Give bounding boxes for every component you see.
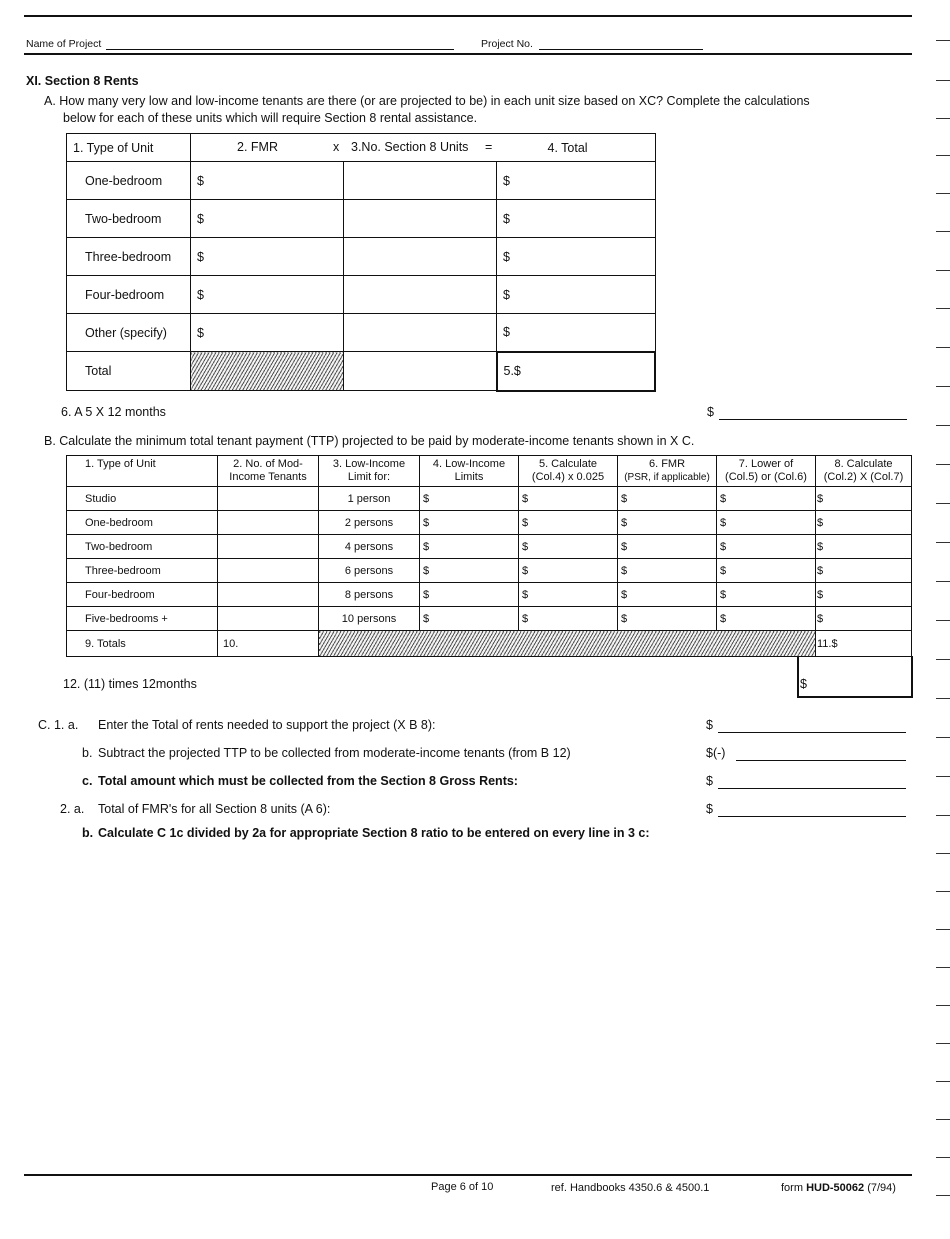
margin-tick	[936, 1043, 950, 1044]
table-a-fmr-cell[interactable]: $	[191, 276, 344, 314]
table-a-fmr-cell[interactable]: $	[191, 238, 344, 276]
table-b-col6-cell[interactable]: $	[618, 583, 717, 607]
table-b-col6-cell[interactable]: $	[618, 535, 717, 559]
table-b-col7-cell[interactable]: $	[717, 607, 816, 631]
table-b-col8-cell[interactable]: $	[816, 607, 912, 631]
margin-tick	[936, 542, 950, 543]
table-b-limit-for: 8 persons	[319, 583, 420, 607]
table-a-header-x: x	[333, 140, 340, 154]
c1b-text: Subtract the projected TTP to be collected from moderate-income tenants (from B 12)	[98, 746, 571, 760]
table-b-col4-cell[interactable]: $	[420, 535, 519, 559]
table-a-units-cell[interactable]	[344, 276, 497, 314]
table-b-col4-cell[interactable]: $	[420, 559, 519, 583]
table-b-mod-tenants-cell[interactable]	[218, 583, 319, 607]
table-row	[67, 200, 656, 238]
table-a-header-fmr: 2. FMR	[237, 140, 278, 154]
table-a-total-cell[interactable]: $	[497, 276, 656, 314]
margin-tick	[936, 659, 950, 660]
table-b-col6-cell[interactable]: $	[618, 559, 717, 583]
c2a-prefix: 2. a.	[60, 802, 85, 816]
table-a-row-label: Two-bedroom	[67, 200, 191, 238]
table-a-total-cell[interactable]: $	[497, 238, 656, 276]
table-a-header-equals: =	[485, 140, 493, 154]
c1a-text: Enter the Total of rents needed to support the project (X B 8):	[98, 718, 436, 732]
margin-tick	[936, 80, 950, 81]
table-a-row-label: Four-bedroom	[67, 276, 191, 314]
c2a-text: Total of FMR's for all Section 8 units (A 6):	[98, 802, 331, 816]
table-b-mod-tenants-cell[interactable]	[218, 559, 319, 583]
line-12-box[interactable]	[797, 656, 913, 698]
table-a-grand-total-cell[interactable]: 5.$	[497, 352, 656, 391]
line-6-label: 6. A 5 X 12 months	[61, 405, 166, 419]
c1c-text: Total amount which must be collected from the Section 8 Gross Rents:	[98, 774, 518, 788]
table-b-limit-for: 4 persons	[319, 535, 420, 559]
table-row	[67, 314, 656, 352]
margin-tick	[936, 347, 950, 348]
c1a-prefix: C. 1. a.	[38, 718, 79, 732]
table-b-mod-tenants-cell[interactable]	[218, 535, 319, 559]
table-b-header-col3: 3. Low-Income Limit for:	[319, 456, 420, 487]
margin-tick	[936, 425, 950, 426]
margin-tick	[936, 698, 950, 699]
margin-tick	[936, 1005, 950, 1006]
table-row	[67, 162, 656, 200]
line-6-field[interactable]	[719, 419, 907, 420]
table-a-total-cell[interactable]: $	[497, 162, 656, 200]
table-row	[67, 607, 912, 631]
margin-tick	[936, 155, 950, 156]
table-b-col8-cell[interactable]: $	[816, 583, 912, 607]
margin-tick	[936, 1195, 950, 1196]
margin-tick	[936, 386, 950, 387]
line-6-dollar: $	[707, 405, 714, 419]
table-b-header-type: 1. Type of Unit	[67, 456, 218, 487]
table-b-col7-cell[interactable]: $	[717, 535, 816, 559]
table-row	[67, 583, 912, 607]
table-b-col6-cell[interactable]: $	[618, 511, 717, 535]
top-rule	[24, 15, 912, 17]
margin-tick	[936, 620, 950, 621]
table-b-limit-for: 1 person	[319, 487, 420, 511]
table-b-col5-cell[interactable]: $	[519, 583, 618, 607]
table-b-totals-col2[interactable]: 10.	[218, 631, 319, 657]
table-b-col6-cell[interactable]: $	[618, 607, 717, 631]
table-b-header-col6: 6. FMR (PSR, if applicable)	[618, 456, 717, 487]
table-a-units-cell[interactable]	[344, 314, 497, 352]
c1c-dollar: $	[706, 774, 713, 788]
c1c-field[interactable]	[718, 788, 906, 789]
table-a-fmr-cell[interactable]: $	[191, 162, 344, 200]
table-b-col5-cell[interactable]: $	[519, 559, 618, 583]
margin-tick	[936, 967, 950, 968]
table-b-header-col2: 2. No. of Mod- Income Tenants	[218, 456, 319, 487]
section-title: XI. Section 8 Rents	[26, 74, 139, 88]
margin-tick	[936, 776, 950, 777]
table-a-header-units: 3.No. Section 8 Units	[351, 140, 469, 154]
table-b-col7-cell[interactable]: $	[717, 559, 816, 583]
table-a-header-group	[191, 134, 497, 162]
table-b-col8-cell[interactable]: $	[816, 559, 912, 583]
table-b-col4-cell[interactable]: $	[420, 583, 519, 607]
table-b-header-col4: 4. Low-Income Limits	[420, 456, 519, 487]
table-b-row-label: Studio	[67, 487, 218, 511]
section-a-text-line2: below for each of these units which will require Section 8 rental assistance.	[63, 111, 478, 125]
margin-tick	[936, 581, 950, 582]
table-b-col8-cell[interactable]: $	[816, 487, 912, 511]
table-a-total-cell[interactable]: $	[497, 314, 656, 352]
footer-form: form HUD-50062 (7/94)	[781, 1182, 896, 1194]
c1a-field[interactable]	[718, 732, 906, 733]
c1b-dollar: $(-)	[706, 746, 726, 760]
table-b-hatched-cell	[319, 631, 816, 657]
section-b-text: B. Calculate the minimum total tenant payment (TTP) projected to be paid by moderate-income tenants shown in X C.	[44, 434, 695, 448]
margin-tick	[936, 270, 950, 271]
project-no-label: Project No.	[481, 38, 533, 50]
margin-tick	[936, 1157, 950, 1158]
margin-tick	[936, 737, 950, 738]
table-a-units-cell[interactable]	[344, 162, 497, 200]
table-b-mod-tenants-cell[interactable]	[218, 511, 319, 535]
table-b-col7-cell[interactable]: $	[717, 583, 816, 607]
table-a-row-label: Three-bedroom	[67, 238, 191, 276]
margin-tick	[936, 1119, 950, 1120]
footer-ref: ref. Handbooks 4350.6 & 4500.1	[551, 1182, 710, 1194]
table-b-col5-cell[interactable]: $	[519, 607, 618, 631]
table-a-row-label: One-bedroom	[67, 162, 191, 200]
table-a-hatched-cell	[191, 352, 344, 391]
c1c-prefix: c.	[82, 774, 93, 788]
margin-tick	[936, 503, 950, 504]
c2a-dollar: $	[706, 802, 713, 816]
margin-tick	[936, 815, 950, 816]
table-b-row-label: Four-bedroom	[67, 583, 218, 607]
margin-tick	[936, 308, 950, 309]
table-row	[67, 535, 912, 559]
c1a-dollar: $	[706, 718, 713, 732]
table-b-header-col7: 7. Lower of (Col.5) or (Col.6)	[717, 456, 816, 487]
table-a-units-total-cell[interactable]	[344, 352, 497, 391]
table-row	[67, 511, 912, 535]
table-b-col4-cell[interactable]: $	[420, 511, 519, 535]
table-b-col8-cell[interactable]: $	[816, 511, 912, 535]
name-of-project-field[interactable]	[106, 49, 454, 50]
section-a-text-line1: A. How many very low and low-income tenants are there (or are projected to be) in each unit size based on XC? Complete the calculations	[44, 94, 810, 108]
table-b-totals-label: 9. Totals	[67, 631, 218, 657]
c1b-prefix: b.	[82, 746, 93, 760]
margin-tick	[936, 853, 950, 854]
ttp-table	[66, 455, 912, 657]
table-b-row-label: Two-bedroom	[67, 535, 218, 559]
table-b-col5-cell[interactable]: $	[519, 535, 618, 559]
table-b-row-label: One-bedroom	[67, 511, 218, 535]
table-b-col4-cell[interactable]: $	[420, 487, 519, 511]
footer-rule	[24, 1174, 912, 1176]
table-a-fmr-cell[interactable]: $	[191, 200, 344, 238]
table-b-limit-for: 10 persons	[319, 607, 420, 631]
table-b-mod-tenants-cell[interactable]	[218, 487, 319, 511]
table-b-col6-cell[interactable]: $	[618, 487, 717, 511]
c2b-prefix: b.	[82, 826, 94, 840]
margin-tick	[936, 464, 950, 465]
table-a-header-type: 1. Type of Unit	[67, 134, 191, 162]
margin-tick	[936, 929, 950, 930]
margin-tick	[936, 118, 950, 119]
table-a-header-total-cell	[497, 134, 656, 162]
table-a-fmr-cell[interactable]: $	[191, 314, 344, 352]
header-rule	[24, 53, 912, 55]
table-a-total-cell[interactable]: $	[497, 200, 656, 238]
table-b-row-label: Three-bedroom	[67, 559, 218, 583]
table-b-limit-for: 6 persons	[319, 559, 420, 583]
c1b-field[interactable]	[736, 760, 906, 761]
margin-tick	[936, 193, 950, 194]
table-a-units-cell[interactable]	[344, 238, 497, 276]
table-b-col5-cell[interactable]: $	[519, 511, 618, 535]
table-b-row-label: Five-bedrooms +	[67, 607, 218, 631]
table-row	[67, 238, 656, 276]
margin-tick	[936, 231, 950, 232]
table-b-header-col5: 5. Calculate (Col.4) x 0.025	[519, 456, 618, 487]
table-b-mod-tenants-cell[interactable]	[218, 607, 319, 631]
margin-tick	[936, 40, 950, 41]
line-12-dollar: $	[800, 677, 807, 691]
project-no-field[interactable]	[539, 49, 703, 50]
table-row	[67, 276, 656, 314]
c2a-field[interactable]	[718, 816, 906, 817]
table-row	[67, 631, 912, 657]
table-row	[67, 559, 912, 583]
margin-tick	[936, 891, 950, 892]
table-a-units-cell[interactable]	[344, 200, 497, 238]
table-b-col8-cell[interactable]: $	[816, 535, 912, 559]
table-b-limit-for: 2 persons	[319, 511, 420, 535]
name-of-project-label: Name of Project	[26, 38, 102, 50]
table-a-total-label: Total	[67, 352, 191, 391]
footer-page: Page 6 of 10	[431, 1181, 494, 1193]
table-b-col7-cell[interactable]: $	[717, 511, 816, 535]
c2b-text: Calculate C 1c divided by 2a for appropriate Section 8 ratio to be entered on every line in 3 c:	[98, 826, 650, 840]
table-row	[67, 352, 656, 391]
table-b-col7-cell[interactable]: $	[717, 487, 816, 511]
line-12-label: 12. (11) times 12months	[63, 677, 197, 691]
table-b-header-col8: 8. Calculate (Col.2) X (Col.7)	[816, 456, 912, 487]
table-b-totals-col8[interactable]: 11.$	[816, 631, 912, 657]
table-a-row-label: Other (specify)	[67, 314, 191, 352]
section8-units-table	[66, 133, 656, 392]
table-b-col5-cell[interactable]: $	[519, 487, 618, 511]
table-row	[67, 487, 912, 511]
table-b-col4-cell[interactable]: $	[420, 607, 519, 631]
margin-tick	[936, 1081, 950, 1082]
table-a-header-total: 4. Total	[547, 140, 588, 155]
